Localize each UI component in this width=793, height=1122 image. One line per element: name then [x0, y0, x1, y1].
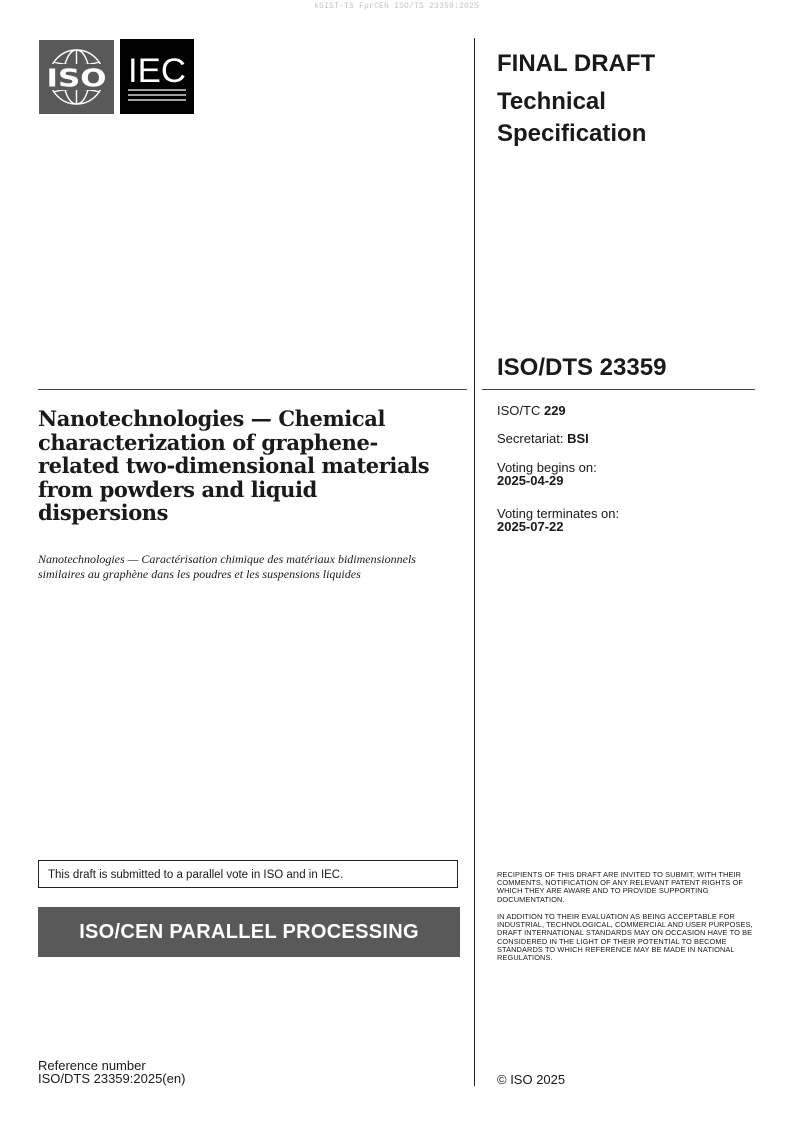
reference-number-label: Reference number: [38, 1058, 146, 1073]
secretariat-line: [497, 432, 589, 445]
parallel-vote-note: This draft is submitted to a parallel vote in ISO and in IEC.: [38, 860, 458, 888]
column-divider: [474, 38, 475, 1086]
secretariat-value: BSI: [567, 431, 589, 446]
committee-label: ISO/TC: [497, 403, 541, 418]
doc-number-rule: [482, 389, 755, 390]
iec-logo-text: IEC: [128, 52, 186, 90]
voting-begins-label: Voting begins on:: [497, 460, 597, 475]
copyright: © ISO 2025: [497, 1072, 566, 1087]
voting-terminates-date: [497, 520, 564, 533]
iec-logo: [120, 39, 194, 114]
voting-begins-date: [497, 474, 564, 487]
secretariat-label: Secretariat:: [497, 431, 564, 446]
parallel-processing-banner: ISO/CEN PARALLEL PROCESSING: [38, 907, 460, 957]
title-rule: [38, 389, 467, 390]
reference-number: ISO/DTS 23359:2025(en): [38, 1071, 186, 1086]
regulation-notice: IN ADDITION TO THEIR EVALUATION AS BEING ACCEPTABLE FOR INDUSTRIAL, TECHNOLOGICAL, COMMERCIAL AND USER PURPOSES, DRAFT INTERNATIONAL STANDARDS MAY ON OCCASION HAVE TO BE CONSIDERED IN THE LIGHT OF THEIR POTENTIAL TO BECOME STANDARDS TO WHICH REFERENCE MAY BE MADE IN NATIONAL REGULATIONS.: [497, 912, 753, 963]
committee-value: 229: [543, 403, 566, 418]
committee-line: [497, 404, 566, 417]
french-title: Nanotechnologies — Caractérisation chimique des matériaux bidimensionnels similaires au graphène dans les poudres et les suspensions liquides: [38, 552, 416, 581]
patent-notice: RECIPIENTS OF THIS DRAFT ARE INVITED TO SUBMIT, WITH THEIR COMMENTS, NOTIFICATION OF ANY RELEVANT PATENT RIGHTS OF WHICH THEY ARE AWARE AND TO PROVIDE SUPPORTING DOCUMENTATION.: [497, 870, 743, 904]
iso-logo: [39, 40, 114, 114]
english-title: Nanotechnologies — Chemical characterization of graphene-related two-dimensional materials from powders and liquid dispersions: [38, 406, 430, 525]
voting-terminates-value: 2025-07-22: [497, 519, 564, 534]
document-number: ISO/DTS 23359: [497, 354, 667, 381]
voting-terminates-label: Voting terminates on:: [497, 506, 620, 521]
document-type: Technical Specification: [497, 88, 647, 147]
draft-status: FINAL DRAFT: [497, 50, 656, 77]
iso-logo-text: ISO: [46, 63, 107, 93]
voting-begins-value: 2025-04-29: [497, 473, 564, 488]
watermark: kSIST-TS FprCEN ISO/TS 23359:2025: [313, 2, 480, 11]
